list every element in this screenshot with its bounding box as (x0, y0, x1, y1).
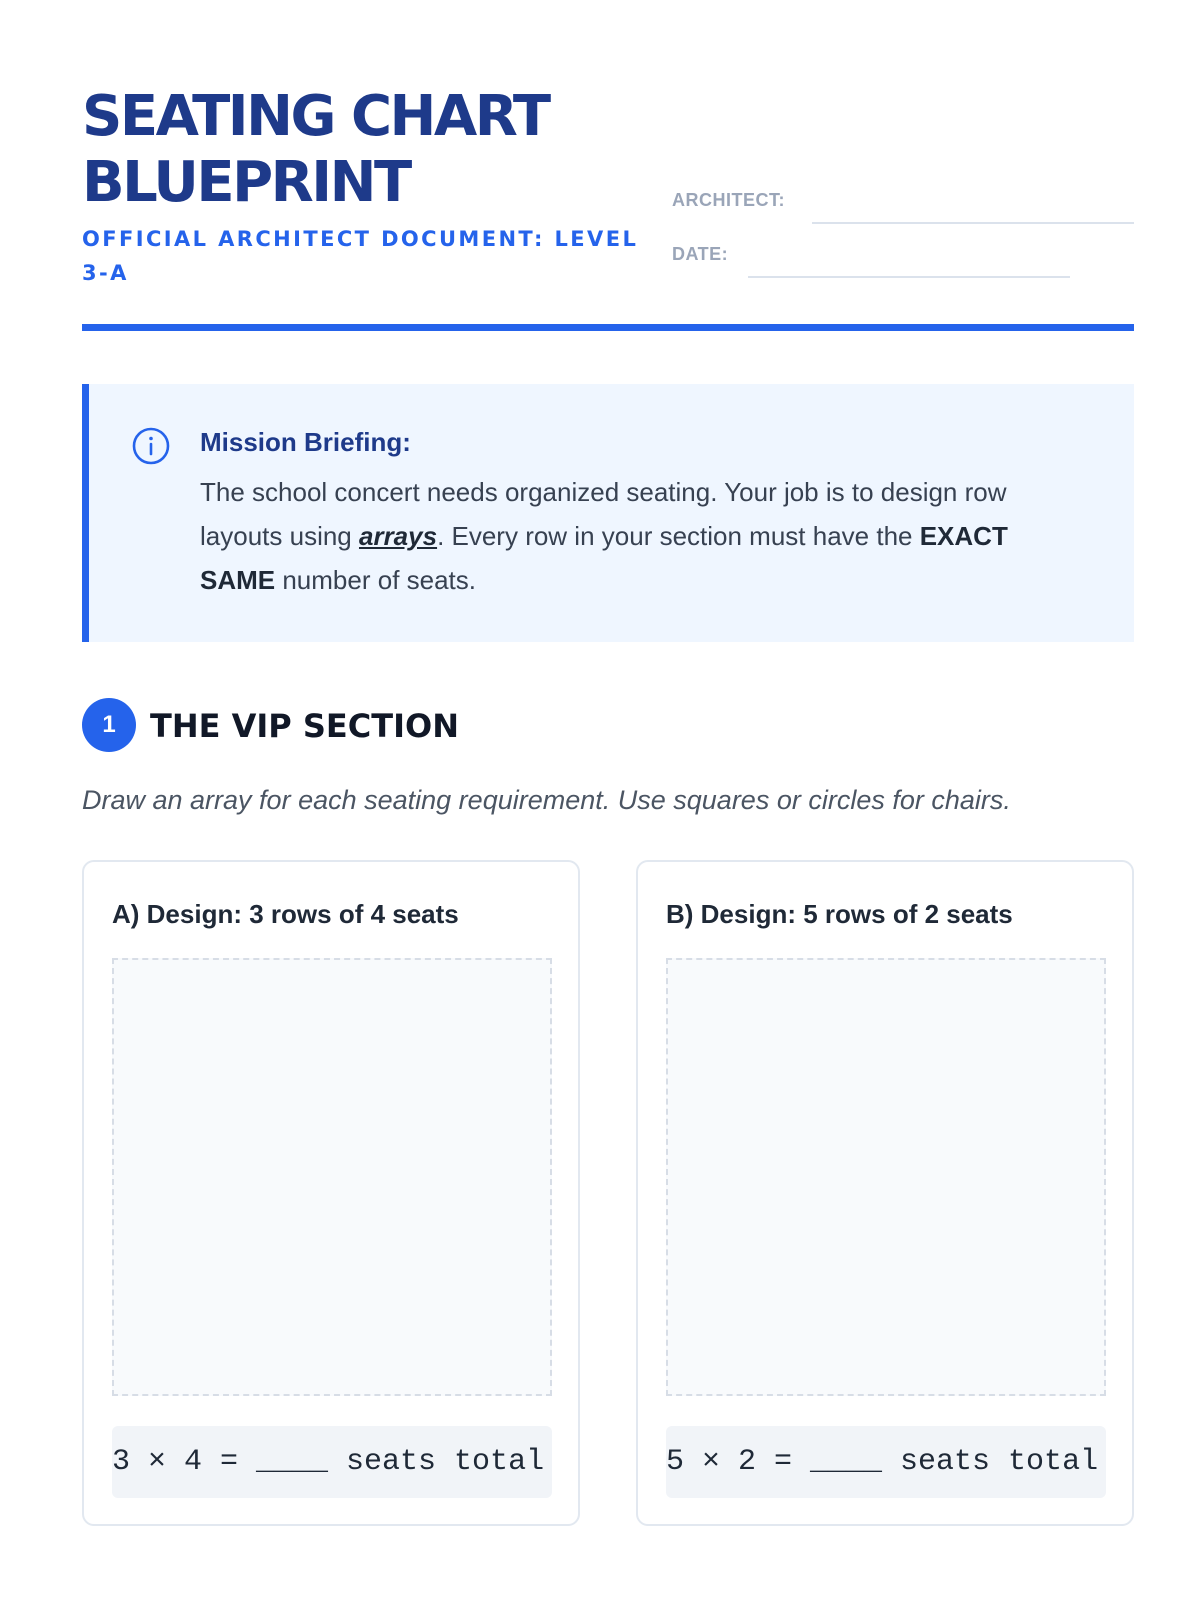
briefing-body (200, 470, 1080, 602)
title-line-2: BLUEPRINT (82, 150, 410, 215)
architect-field[interactable] (812, 222, 1134, 224)
briefing-text-part-2: . Every row in your section must have the (437, 521, 920, 551)
title-block (82, 84, 662, 290)
architect-label: ARCHITECT: (672, 190, 785, 210)
header-divider (82, 324, 1134, 331)
title-line-1: SEATING CHART (82, 84, 549, 149)
briefing-title: Mission Briefing: (200, 427, 411, 457)
card-title: B) Design: 5 rows of 2 seats (666, 899, 1013, 929)
date-field[interactable] (748, 276, 1070, 278)
date-label: DATE: (672, 244, 729, 264)
briefing-emphasis: arrays (358, 521, 438, 551)
drawing-area[interactable] (112, 958, 552, 1396)
equation-answer[interactable]: 5 × 2 = ____ seats total (666, 1426, 1106, 1498)
equation-answer[interactable]: 3 × 4 = ____ seats total (112, 1426, 552, 1498)
design-card-a (82, 860, 580, 1526)
mission-briefing (82, 384, 1134, 642)
date-row (672, 244, 1134, 298)
section-number-badge: 1 (82, 698, 136, 752)
briefing-text-part-1: The school concert needs organized seating. Your job is to design row layouts using (200, 477, 1007, 551)
briefing-text (200, 426, 1080, 602)
worksheet-page (82, 0, 1134, 1600)
page-subtitle: OFFICIAL ARCHITECT DOCUMENT: LEVEL 3-A (82, 227, 639, 285)
briefing-strong: EXACT SAME (200, 521, 1008, 595)
architect-row (672, 190, 1134, 244)
meta-fields (672, 190, 1134, 298)
page-title (82, 84, 662, 216)
section-title: THE VIP SECTION (150, 707, 459, 745)
info-circle-icon (131, 426, 171, 466)
design-card-b (636, 860, 1134, 1526)
header (82, 84, 1134, 332)
briefing-text-part-3: number of seats. (275, 565, 477, 595)
drawing-area[interactable] (666, 958, 1106, 1396)
section-instructions: Draw an array for each seating requirement. Use squares or circles for chairs. (82, 785, 1011, 815)
section-heading (82, 698, 1134, 754)
card-title: A) Design: 3 rows of 4 seats (112, 899, 459, 929)
